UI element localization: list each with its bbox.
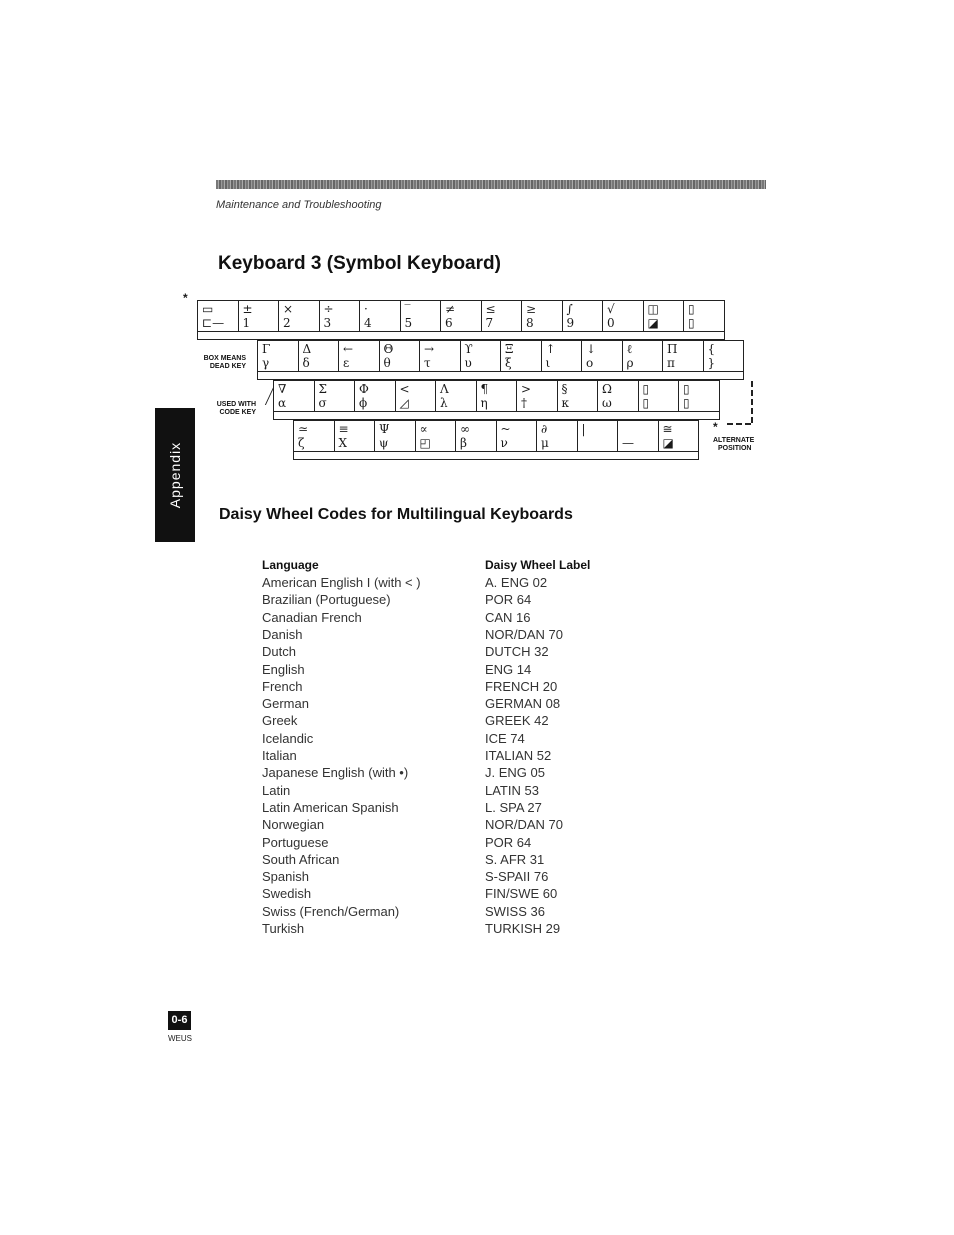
language-cell: Dutch bbox=[262, 644, 296, 660]
daisy-wheel-label-cell: ENG 14 bbox=[485, 661, 532, 677]
daisy-wheel-label-cell: J. ENG 05 bbox=[485, 765, 545, 781]
key-upper-symbol: ¶ bbox=[480, 382, 489, 396]
language-cell: Canadian French bbox=[262, 609, 362, 625]
page-number: 0-6 bbox=[168, 1011, 191, 1030]
key-upper-symbol: Δ bbox=[302, 342, 312, 356]
key-lower-symbol: 7 bbox=[485, 316, 494, 330]
key-upper-symbol: Θ bbox=[383, 342, 394, 356]
key-row-strip bbox=[293, 451, 699, 460]
key-lower-symbol: η bbox=[480, 396, 488, 410]
key-row3-11 bbox=[678, 380, 720, 412]
daisy-wheel-label-cell: GERMAN 08 bbox=[485, 696, 561, 712]
language-cell: French bbox=[262, 678, 303, 694]
key-upper-symbol: ~ bbox=[500, 422, 511, 436]
key-lower-symbol: μ bbox=[541, 436, 549, 450]
key-row3-3 bbox=[354, 380, 396, 412]
key-lower-symbol: 6 bbox=[445, 316, 453, 330]
key-upper-symbol: ↑ bbox=[545, 342, 556, 356]
key-row1-12 bbox=[643, 300, 685, 332]
key-row2-6 bbox=[460, 340, 502, 372]
key-row2-2 bbox=[298, 340, 340, 372]
column-header-daisy-wheel-label: Daisy Wheel Label bbox=[485, 558, 591, 572]
key-upper-symbol: ℓ bbox=[626, 342, 633, 356]
key-row1-1 bbox=[197, 300, 239, 332]
key-lower-symbol: 4 bbox=[364, 316, 372, 330]
key-upper-symbol: ▭ bbox=[202, 302, 214, 316]
key-upper-symbol: × bbox=[283, 302, 294, 316]
daisy-wheel-label-cell: NOR/DAN 70 bbox=[485, 626, 564, 642]
key-row3-10 bbox=[638, 380, 680, 412]
key-row4-3 bbox=[374, 420, 416, 452]
daisy-wheel-label-cell: TURKISH 29 bbox=[485, 921, 561, 936]
daisy-wheel-label-cell: GREEK 42 bbox=[485, 713, 549, 729]
language-cell: Danish bbox=[262, 626, 303, 642]
language-cell: Norwegian bbox=[262, 817, 325, 833]
key-row1-11 bbox=[602, 300, 644, 332]
key-upper-symbol: ÷ bbox=[323, 302, 334, 316]
key-lower-symbol: α bbox=[278, 396, 287, 410]
key-row4-4 bbox=[415, 420, 457, 452]
key-lower-symbol: τ bbox=[424, 356, 431, 370]
key-upper-symbol: | bbox=[581, 422, 586, 436]
note-used-with-code-key: USED WITH CODE KEY bbox=[216, 401, 256, 416]
daisy-wheel-label-cell: ITALIAN 52 bbox=[485, 748, 552, 763]
daisy-wheel-label-cell: POR 64 bbox=[485, 592, 532, 608]
language-cell: English bbox=[262, 661, 305, 677]
key-upper-symbol: ϒ bbox=[464, 342, 473, 356]
key-upper-symbol: ± bbox=[242, 302, 253, 316]
key-upper-symbol: ≤ bbox=[485, 302, 496, 316]
key-lower-symbol: 5 bbox=[404, 316, 413, 330]
language-cell: South African bbox=[262, 851, 340, 867]
key-upper-symbol: ▯ bbox=[642, 382, 650, 396]
key-upper-symbol: Π bbox=[667, 342, 678, 356]
key-upper-symbol: ▯ bbox=[683, 382, 690, 396]
key-lower-symbol: — bbox=[622, 436, 634, 450]
key-row1-5 bbox=[359, 300, 401, 332]
key-row4-2 bbox=[334, 420, 376, 452]
key-lower-symbol: ◿ bbox=[399, 396, 409, 410]
key-row4-8 bbox=[577, 420, 619, 452]
key-lower-symbol: 1 bbox=[242, 316, 251, 330]
key-lower-symbol: δ bbox=[302, 356, 310, 370]
key-lower-symbol: ρ bbox=[626, 356, 634, 370]
header-rule bbox=[216, 180, 766, 189]
note-alternate-position: ALTERNATE POSITION bbox=[713, 437, 755, 452]
key-lower-symbol: ▯ bbox=[683, 396, 690, 410]
key-row2-8 bbox=[541, 340, 583, 372]
keyboard-title: Keyboard 3 (Symbol Keyboard) bbox=[218, 253, 501, 274]
key-lower-symbol: 2 bbox=[283, 316, 291, 330]
column-header-language: Language bbox=[262, 558, 319, 572]
language-cell: Portuguese bbox=[262, 834, 329, 850]
language-cell: Swiss (French/German) bbox=[262, 903, 400, 919]
daisy-wheel-label-cell: POR 64 bbox=[485, 834, 532, 850]
key-upper-symbol: < bbox=[399, 382, 410, 396]
language-cell: Japanese English (with •) bbox=[262, 765, 409, 781]
key-row2-5 bbox=[419, 340, 461, 372]
key-row4-5 bbox=[455, 420, 497, 452]
key-upper-symbol: ∂ bbox=[541, 422, 548, 436]
key-lower-symbol: † bbox=[521, 396, 527, 410]
key-upper-symbol: { bbox=[707, 342, 716, 356]
key-lower-symbol: ⊏— bbox=[202, 316, 225, 330]
key-upper-symbol: Λ bbox=[440, 382, 449, 396]
key-lower-symbol: ◪ bbox=[647, 316, 659, 330]
key-row1-8 bbox=[481, 300, 523, 332]
key-row2-9 bbox=[581, 340, 623, 372]
daisy-wheel-label-cell: CAN 16 bbox=[485, 609, 531, 625]
codes-title: Daisy Wheel Codes for Multilingual Keyboards bbox=[219, 506, 573, 523]
daisy-wheel-label-cell: S. AFR 31 bbox=[485, 851, 545, 867]
daisy-wheel-label-cell: LATIN 53 bbox=[485, 782, 539, 798]
language-cell: Brazilian (Portuguese) bbox=[262, 592, 391, 608]
key-upper-symbol: > bbox=[521, 382, 532, 396]
key-row1-7 bbox=[440, 300, 482, 332]
key-lower-symbol: 8 bbox=[526, 316, 534, 330]
key-lower-symbol: κ bbox=[561, 396, 569, 410]
key-row3-8 bbox=[557, 380, 599, 412]
star-marker: * bbox=[183, 291, 188, 305]
key-row3-2 bbox=[314, 380, 356, 412]
daisy-wheel-label-cell: L. SPA 27 bbox=[485, 799, 542, 815]
key-lower-symbol: ε bbox=[343, 356, 350, 370]
key-lower-symbol: ◪ bbox=[662, 436, 674, 450]
daisy-wheel-label-cell: S-SPAII 76 bbox=[485, 869, 549, 885]
key-row3-6 bbox=[476, 380, 518, 412]
key-row2-11 bbox=[662, 340, 704, 372]
key-upper-symbol: ∫ bbox=[566, 302, 573, 316]
key-row1-6 bbox=[400, 300, 442, 332]
key-lower-symbol: X bbox=[338, 436, 348, 450]
key-upper-symbol: Ω bbox=[602, 382, 612, 396]
key-lower-symbol: ◰ bbox=[419, 436, 431, 450]
key-lower-symbol: γ bbox=[262, 356, 270, 370]
key-row2-12 bbox=[703, 340, 745, 372]
alternate-dash-line bbox=[751, 381, 753, 423]
daisy-wheel-label-cell: ICE 74 bbox=[485, 730, 525, 746]
key-upper-symbol: ▯ bbox=[688, 302, 695, 316]
running-head: Maintenance and Troubleshooting bbox=[216, 199, 382, 211]
key-lower-symbol: ξ bbox=[505, 356, 512, 370]
key-lower-symbol: ζ bbox=[298, 436, 305, 450]
language-cell: American English I (with < ) bbox=[262, 575, 421, 590]
key-upper-symbol: Γ bbox=[262, 342, 271, 356]
key-row3-7 bbox=[516, 380, 558, 412]
key-row2-4 bbox=[379, 340, 421, 372]
key-lower-symbol: } bbox=[707, 356, 716, 370]
key-row3-5 bbox=[435, 380, 477, 412]
symbol-keyboard-diagram bbox=[180, 291, 790, 465]
key-lower-symbol: ▯ bbox=[642, 396, 650, 410]
daisy-wheel-label-cell: FRENCH 20 bbox=[485, 678, 558, 694]
key-lower-symbol: 9 bbox=[566, 316, 575, 330]
daisy-wheel-label-cell: FIN/SWE 60 bbox=[485, 886, 558, 902]
key-row1-3 bbox=[278, 300, 320, 332]
key-row1-2 bbox=[238, 300, 280, 332]
key-row-strip bbox=[197, 331, 725, 340]
key-upper-symbol: ∝ bbox=[419, 422, 428, 436]
key-upper-symbol: Ψ bbox=[379, 422, 390, 436]
key-row3-1 bbox=[273, 380, 315, 412]
key-lower-symbol: ϕ bbox=[359, 396, 368, 410]
daisy-wheel-label-cell: DUTCH 32 bbox=[485, 644, 549, 660]
daisy-wheel-label-cell: SWISS 36 bbox=[485, 903, 545, 919]
language-cell: Italian bbox=[262, 748, 297, 763]
key-row4-1 bbox=[293, 420, 335, 452]
key-row2-1 bbox=[257, 340, 299, 372]
key-row-strip bbox=[257, 371, 744, 380]
language-cell: Icelandic bbox=[262, 730, 314, 746]
key-upper-symbol: ← bbox=[343, 342, 354, 356]
key-upper-symbol: ∇ bbox=[278, 382, 287, 396]
key-row1-13 bbox=[683, 300, 725, 332]
key-upper-symbol: ◫ bbox=[647, 302, 659, 316]
key-lower-symbol: σ bbox=[318, 396, 327, 410]
key-row4-7 bbox=[536, 420, 578, 452]
language-cell: Latin bbox=[262, 782, 291, 798]
key-upper-symbol: √ bbox=[607, 302, 615, 316]
key-lower-symbol: θ bbox=[383, 356, 391, 370]
key-row1-4 bbox=[319, 300, 361, 332]
key-lower-symbol: ι bbox=[545, 356, 551, 370]
note-box-means: BOX MEANS DEAD KEY bbox=[203, 355, 246, 370]
alternate-star: * bbox=[713, 420, 718, 434]
key-upper-symbol: ≥ bbox=[526, 302, 537, 316]
key-row4-6 bbox=[496, 420, 538, 452]
key-lower-symbol: π bbox=[667, 356, 675, 370]
key-lower-symbol: ο bbox=[586, 356, 594, 370]
key-row3-9 bbox=[597, 380, 639, 412]
key-row4-9 bbox=[617, 420, 659, 452]
key-row2-3 bbox=[338, 340, 380, 372]
key-lower-symbol: β bbox=[460, 436, 467, 450]
key-row2-7 bbox=[500, 340, 542, 372]
key-lower-symbol: 0 bbox=[607, 316, 615, 330]
language-cell: Latin American Spanish bbox=[262, 799, 399, 815]
key-upper-symbol: ‾ bbox=[404, 302, 411, 316]
key-upper-symbol: ≠ bbox=[445, 302, 456, 316]
key-upper-symbol: ↓ bbox=[586, 342, 597, 356]
key-upper-symbol: Φ bbox=[359, 382, 369, 396]
key-lower-symbol: υ bbox=[464, 356, 472, 370]
daisy-wheel-label-cell: NOR/DAN 70 bbox=[485, 817, 564, 833]
key-upper-symbol: · bbox=[364, 302, 368, 316]
language-cell: Swedish bbox=[262, 886, 312, 902]
key-lower-symbol: ψ bbox=[379, 436, 389, 450]
key-upper-symbol: ≃ bbox=[298, 422, 309, 436]
key-upper-symbol: ≡ bbox=[338, 422, 349, 436]
language-cell: Turkish bbox=[262, 921, 305, 936]
language-cell: Greek bbox=[262, 713, 298, 729]
page-code: WEUS bbox=[168, 1034, 192, 1043]
key-lower-symbol: ω bbox=[602, 396, 612, 410]
key-upper-symbol: Σ bbox=[318, 382, 327, 396]
key-lower-symbol: ▯ bbox=[688, 316, 695, 330]
key-upper-symbol: ∞ bbox=[460, 422, 470, 436]
key-row2-10 bbox=[622, 340, 664, 372]
language-cell: German bbox=[262, 696, 309, 712]
key-row3-4 bbox=[395, 380, 437, 412]
key-upper-symbol: ≅ bbox=[662, 422, 673, 436]
appendix-tab-label: Appendix bbox=[167, 441, 183, 509]
key-lower-symbol: 3 bbox=[323, 316, 332, 330]
daisy-wheel-label-cell: A. ENG 02 bbox=[485, 575, 548, 590]
key-upper-symbol: § bbox=[561, 382, 568, 396]
alternate-dash-line-h bbox=[727, 423, 751, 425]
key-lower-symbol: λ bbox=[440, 396, 448, 410]
key-row1-9 bbox=[521, 300, 563, 332]
key-upper-symbol: Ξ bbox=[505, 342, 514, 356]
key-upper-symbol: → bbox=[424, 342, 435, 356]
key-lower-symbol: ν bbox=[500, 436, 508, 450]
key-row1-10 bbox=[562, 300, 604, 332]
key-row4-10 bbox=[658, 420, 700, 452]
key-row-strip bbox=[273, 411, 720, 420]
language-cell: Spanish bbox=[262, 869, 309, 885]
